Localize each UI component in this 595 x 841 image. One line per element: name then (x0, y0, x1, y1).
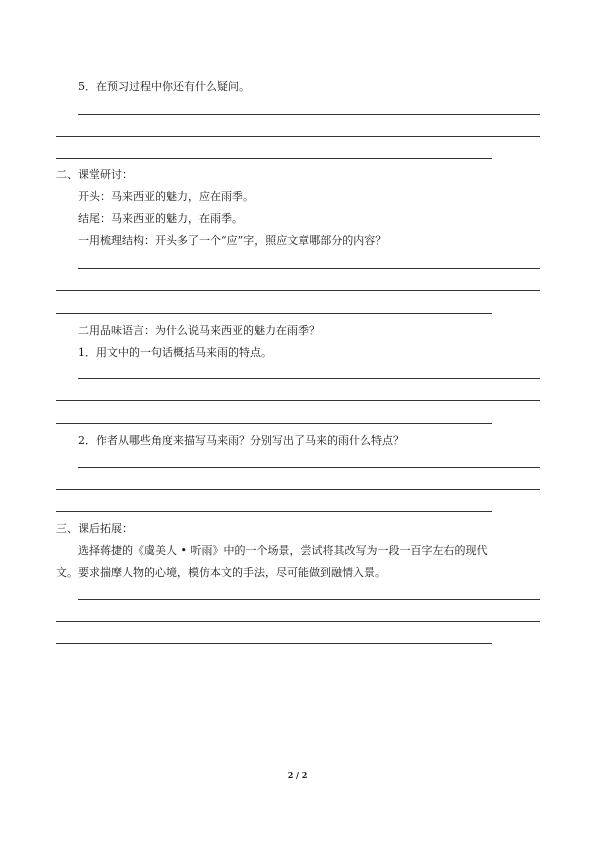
opening-line: 开头：马来西亚的魅力，应在雨季。 (78, 190, 254, 203)
task-structure: 一用梳理结构：开头多了一个“应”字，照应文章哪部分的内容？ (78, 234, 387, 247)
answer-line (56, 643, 492, 644)
answer-line (56, 290, 540, 291)
answer-line (78, 268, 540, 269)
extension-task-line-2: 文。要求揣摩人物的心境，模仿本文的手法，尽可能做到融情入景。 (56, 566, 386, 579)
answer-line (56, 511, 492, 512)
question-1: 1．用文中的一句话概括马来雨的特点。 (78, 346, 272, 359)
answer-line (78, 114, 540, 115)
answer-line (56, 423, 492, 424)
question-5: 5．在预习过程中你还有什么疑问。 (78, 80, 250, 93)
answer-line (56, 621, 540, 622)
section-2-heading: 二、课堂研讨： (56, 168, 133, 181)
answer-line (56, 313, 492, 314)
answer-line (56, 158, 492, 159)
question-2: 2．作者从哪些角度来描写马来雨？分别写出了马来的雨什么特点？ (78, 434, 404, 447)
page-number: 2 / 2 (287, 770, 308, 780)
answer-line (56, 136, 540, 137)
task-language: 二用品味语言：为什么说马来西亚的魅力在雨季？ (78, 324, 320, 337)
answer-line (78, 599, 540, 600)
answer-line (56, 489, 540, 490)
extension-task-line-1: 选择蒋捷的《虞美人 • 听雨》中的一个场景，尝试将其改写为一段一百字左右的现代 (78, 544, 488, 557)
closing-line: 结尾：马来西亚的魅力，在雨季。 (78, 212, 243, 225)
section-3-heading: 三、课后拓展： (56, 522, 133, 535)
answer-line (78, 378, 540, 379)
answer-line (56, 400, 540, 401)
answer-line (78, 467, 540, 468)
